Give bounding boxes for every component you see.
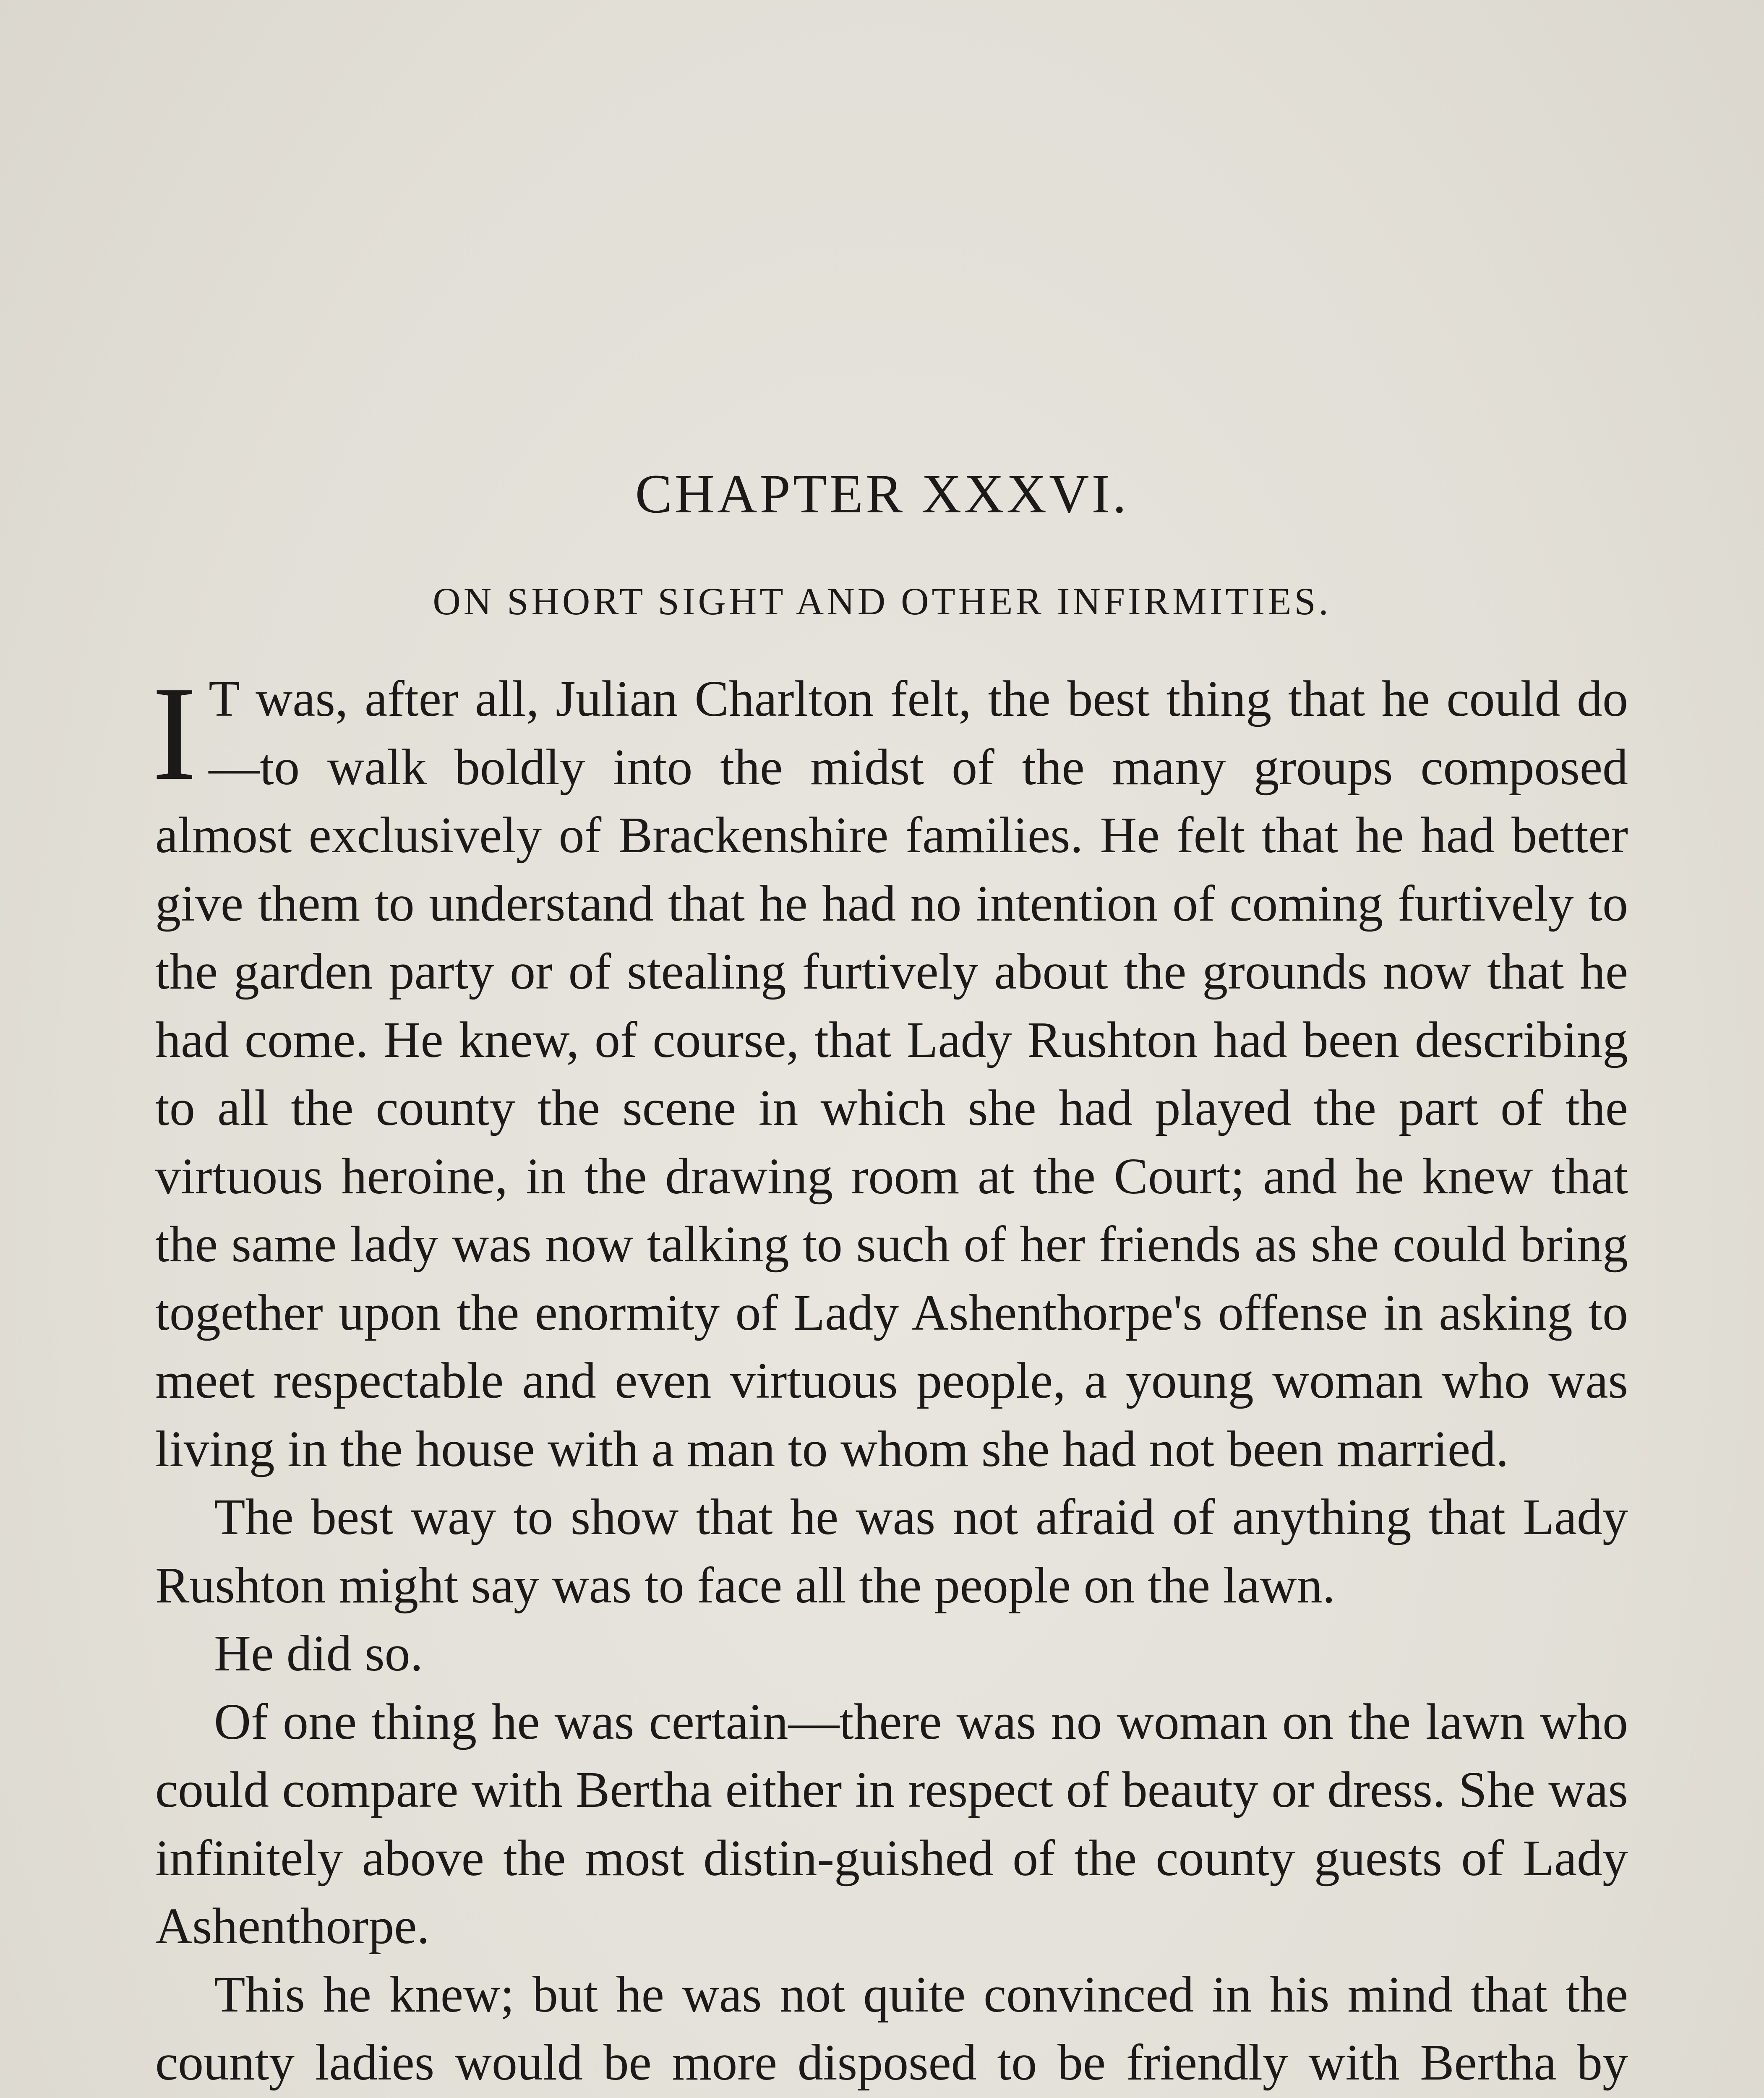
paragraph-2: The best way to show that he was not afraid of anything that Lady Rushton might say was to face all the people on the lawn. [155, 1489, 1628, 1614]
paragraph-3: He did so. [214, 1625, 423, 1682]
paragraph-4: Of one thing he was certain—there was no woman on the lawn who could compare with Bertha either in respect of beauty or dress. She was infinitely above the most distin-guished of the county guests of Lady Ashenthorpe. [155, 1693, 1628, 1954]
paragraph-5: This he knew; but he was not quite convinced in his mind that the county ladies would be more disposed to be friendly with Bertha by [155, 1966, 1628, 2091]
chapter-title: CHAPTER XXXVI. [635, 463, 1129, 524]
paragraph-1-text: T was, after all, Julian Charlton felt, the best thing that he could do—to walk boldly into the midst of the many groups composed almost exclusively of Brackenshire families. He felt that he had better give them to understand that he had no intention of coming furtively to the garden party or of stealing furtively about the grounds now that he had come. He knew, of course, that Lady Rushton had been describing to all the county the scene in which she had played the part of the virtuous heroine, in the drawing room at the Court; and he knew that the same lady was now talking to such of her friends as she could bring together upon the enormity of Lady Ashenthorpe's offense in asking to meet respectable and even virtuous people, a young woman who was living in the house with a man to whom she had not been married. [155, 671, 1628, 1477]
paragraph-1 [152, 658, 1628, 1483]
chapter-body [152, 658, 1628, 2098]
drop-cap: I [152, 658, 197, 808]
chapter-subtitle: ON SHORT SIGHT AND OTHER INFIRMITIES. [433, 580, 1331, 623]
